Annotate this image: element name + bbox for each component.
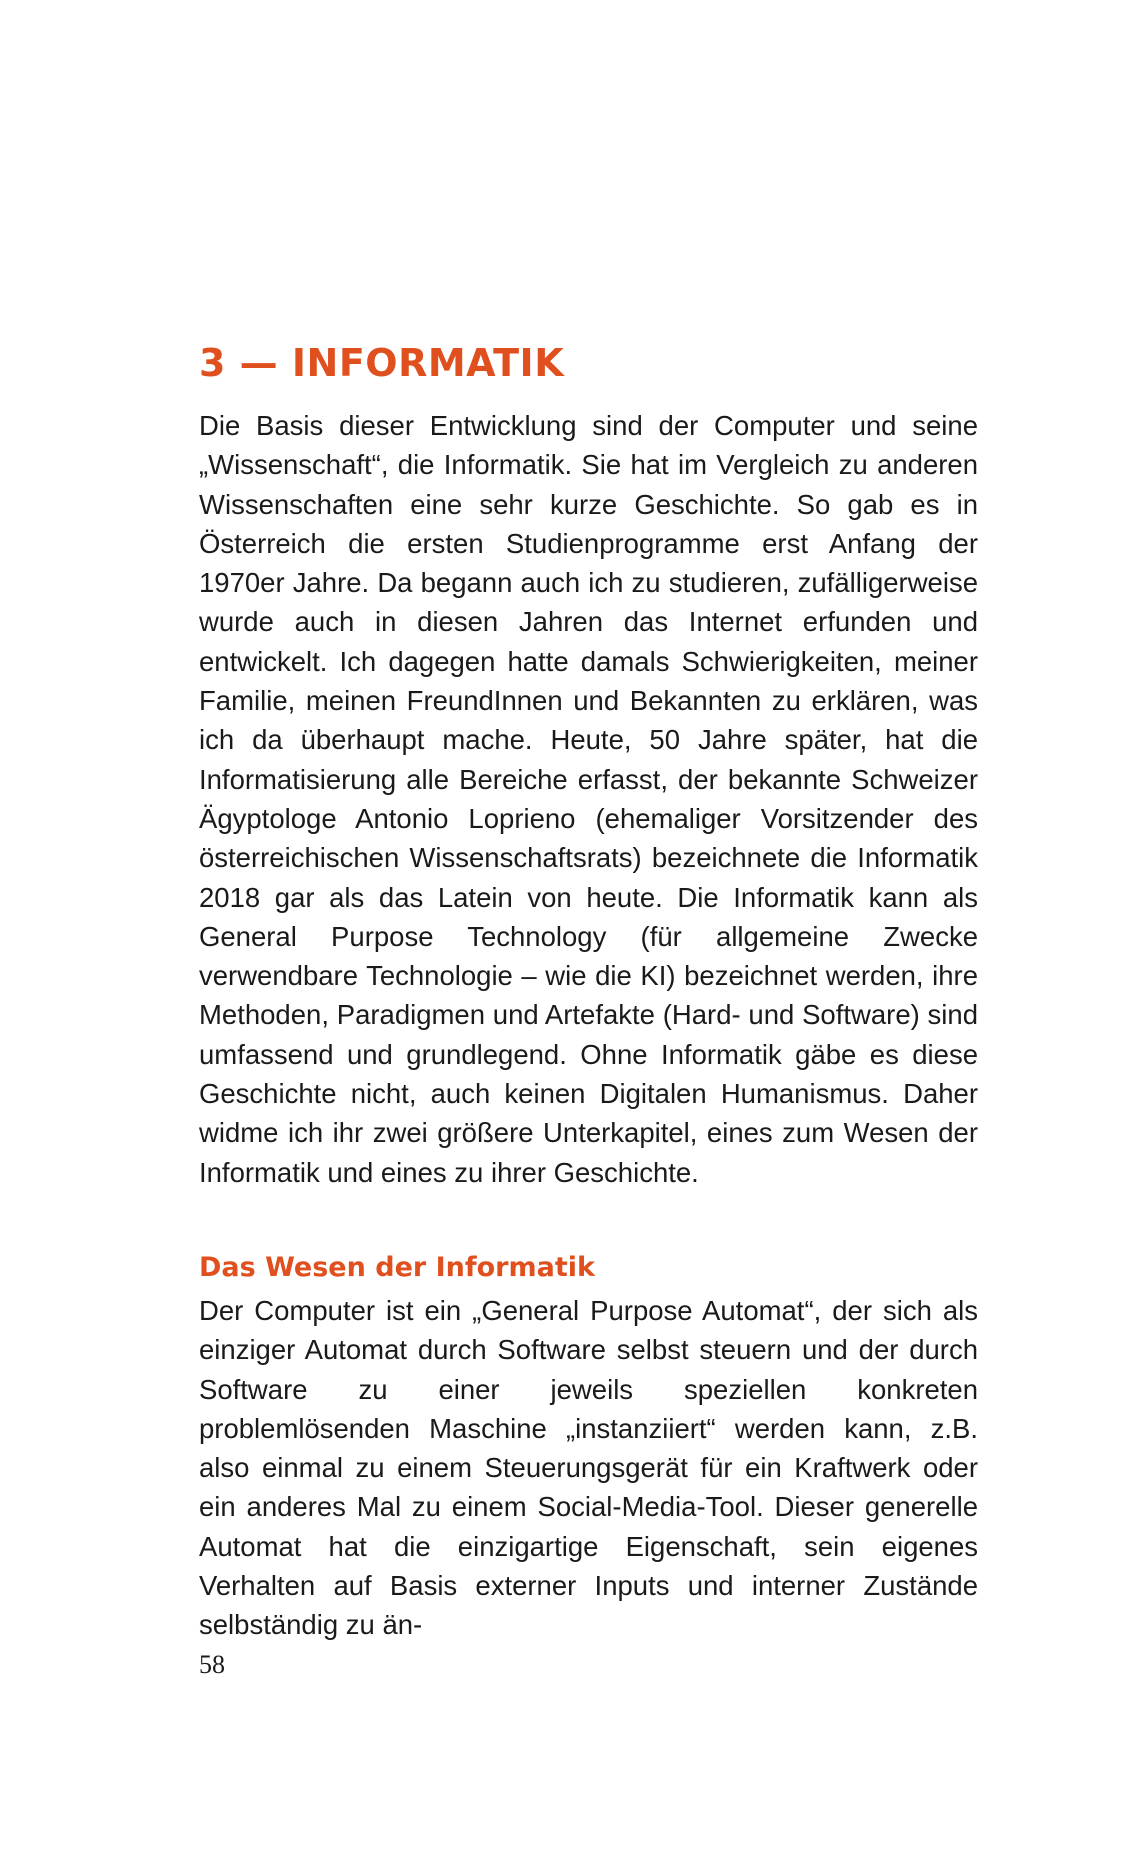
chapter-title: 3 — INFORMATIK	[199, 341, 565, 385]
section-heading: Das Wesen der Informatik	[199, 1252, 595, 1283]
section-paragraph: Der Computer ist ein „General Purpose Automat“, der sich als einziger Automat durch Software selbst steuern und der durch Software zu einer jeweils speziellen konkreten problemlösenden Maschine „instanziiert“ werden kann, z.B. also einmal zu einem Steuerungsgerät für ein Kraftwerk oder ein anderes Mal zu einem Social-Media-Tool. Dieser generelle Automat hat die einzigartige Eigenschaft, sein eigenes Verhalten auf Basis externer Inputs und interner Zustände selbständig zu än-	[199, 1295, 978, 1641]
page-number: 58	[199, 1650, 225, 1679]
intro-paragraph: Die Basis dieser Entwicklung sind der Computer und seine „Wissenschaft“, die Informatik. Sie hat im Vergleich zu anderen Wissenschaften eine sehr kurze Geschichte. So gab es in Österreich die ersten Studienprogramme erst Anfang der 1970er Jahre. Da begann auch ich zu studieren, zufälligerweise wurde auch in diesen Jahren das Internet erfunden und entwickelt. Ich dagegen hatte damals Schwierigkeiten, meiner Familie, meinen FreundInnen und Bekannten zu erklären, was ich da überhaupt mache. Heute, 50 Jahre später, hat die Informatisierung alle Bereiche erfasst, der bekannte Schweizer Ägyptologe Antonio Loprieno (ehemaliger Vorsitzender des österreichischen Wissenschaftsrats) bezeichnete die Informatik 2018 gar als das Latein von heute. Die Informatik kann als General Purpose Technology (für allgemeine Zwecke verwendbare Technologie – wie die KI) bezeichnet werden, ihre Methoden, Paradigmen und Artefakte (Hard- und Software) sind umfassend und grundlegend. Ohne Informatik gäbe es diese Geschichte nicht, auch keinen Digitalen Humanismus. Daher widme ich ihr zwei größere Unterkapitel, eines zum Wesen der Informatik und eines zu ihrer Geschichte.	[199, 410, 978, 1188]
book-page	[199, 0, 978, 1850]
